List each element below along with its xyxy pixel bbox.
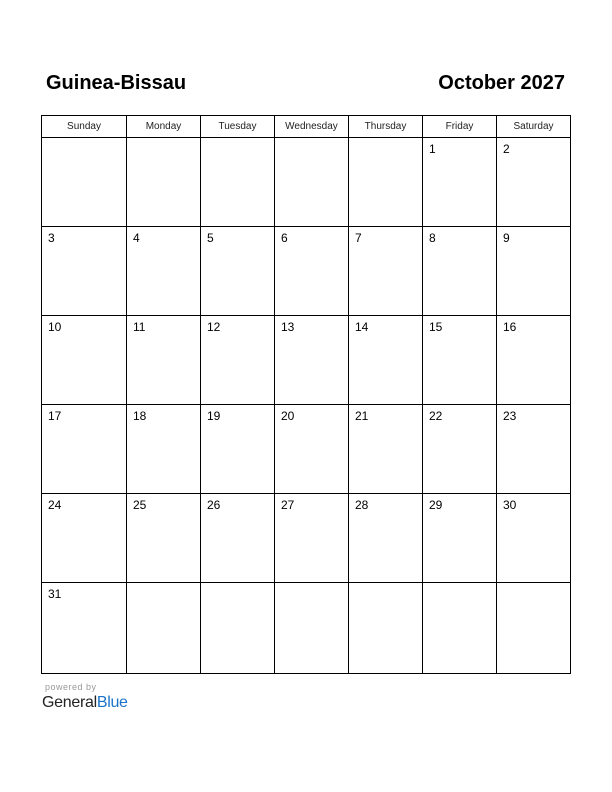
weekday-saturday: Saturday [513,121,554,132]
day-number: 14 [355,320,369,335]
brand-general-text: General [42,694,97,711]
day-cell [42,494,127,582]
empty-day-cell [201,583,275,672]
day-cell [497,138,570,226]
day-number: 13 [281,320,295,335]
week-row [42,316,570,405]
week-row [42,583,570,672]
day-cell [42,227,127,315]
country-title: Guinea-Bissau [46,72,187,94]
day-cell [275,405,349,493]
day-cell [349,494,423,582]
day-number: 29 [429,498,443,513]
day-number: 1 [429,142,436,156]
day-cell [275,316,349,404]
day-cell [127,316,201,404]
day-number: 4 [133,231,140,246]
day-number: 20 [281,409,295,424]
empty-day-cell [497,583,570,672]
day-number: 17 [48,409,62,424]
generalblue-logo[interactable] [42,694,128,712]
day-number: 26 [207,498,221,513]
day-number: 16 [503,320,517,335]
empty-day-cell [42,138,127,226]
weekday-header-row [42,116,570,138]
day-cell [127,227,201,315]
day-cell [349,227,423,315]
weekday-thursday: Thursday [349,116,423,137]
day-number: 8 [429,231,436,246]
day-number: 19 [207,409,221,424]
empty-day-cell [349,138,423,226]
week-row [42,227,570,316]
day-number: 23 [503,409,517,424]
day-cell [423,494,497,582]
day-number: 5 [207,231,214,246]
day-number: 30 [503,498,517,513]
day-cell [42,405,127,493]
weekday-tuesday: Tuesday [201,116,275,137]
empty-day-cell [275,583,349,672]
empty-day-cell [349,583,423,672]
day-cell [201,405,275,493]
day-cell [201,227,275,315]
empty-day-cell [201,138,275,226]
day-cell [497,494,570,582]
day-number: 24 [48,498,62,513]
calendar-grid [41,115,571,674]
week-row [42,405,570,494]
day-number: 2 [503,142,510,156]
empty-day-cell [127,138,201,226]
day-cell [127,494,201,582]
day-cell [201,494,275,582]
month-year-title: October 2027 [438,72,565,94]
day-number: 7 [355,231,362,246]
day-number: 15 [429,320,443,335]
day-cell [42,316,127,404]
week-row [42,138,570,227]
day-cell [349,405,423,493]
day-cell [423,405,497,493]
day-cell [497,316,570,404]
empty-day-cell [127,583,201,672]
day-cell [275,494,349,582]
day-number: 18 [133,409,147,424]
day-cell [201,316,275,404]
day-cell [497,227,570,315]
day-cell [497,405,570,493]
day-number: 12 [207,320,221,335]
day-cell [275,227,349,315]
day-cell [423,316,497,404]
weekday-sunday: Sunday [42,116,127,137]
day-cell [349,316,423,404]
day-number: 25 [133,498,147,513]
day-number: 27 [281,498,295,513]
day-number: 22 [429,409,443,424]
day-number: 6 [281,231,288,246]
day-number: 3 [48,231,55,246]
day-cell [42,583,127,672]
weekday-monday: Monday [127,116,201,137]
day-number: 11 [133,320,146,335]
day-number: 9 [503,231,510,246]
week-row [42,494,570,583]
weekday-friday: Friday [423,116,497,137]
day-cell [127,405,201,493]
day-cell [423,227,497,315]
day-number: 21 [355,409,369,424]
day-number: 31 [48,587,62,602]
empty-day-cell [423,583,497,672]
day-number: 10 [48,320,62,335]
brand-blue-text: Blue [96,694,128,711]
weekday-wednesday: Wednesday [275,116,349,137]
day-grid [42,138,570,673]
powered-by-label: powered by [45,682,97,692]
day-number: 28 [355,498,369,513]
empty-day-cell [275,138,349,226]
day-cell [423,138,497,226]
